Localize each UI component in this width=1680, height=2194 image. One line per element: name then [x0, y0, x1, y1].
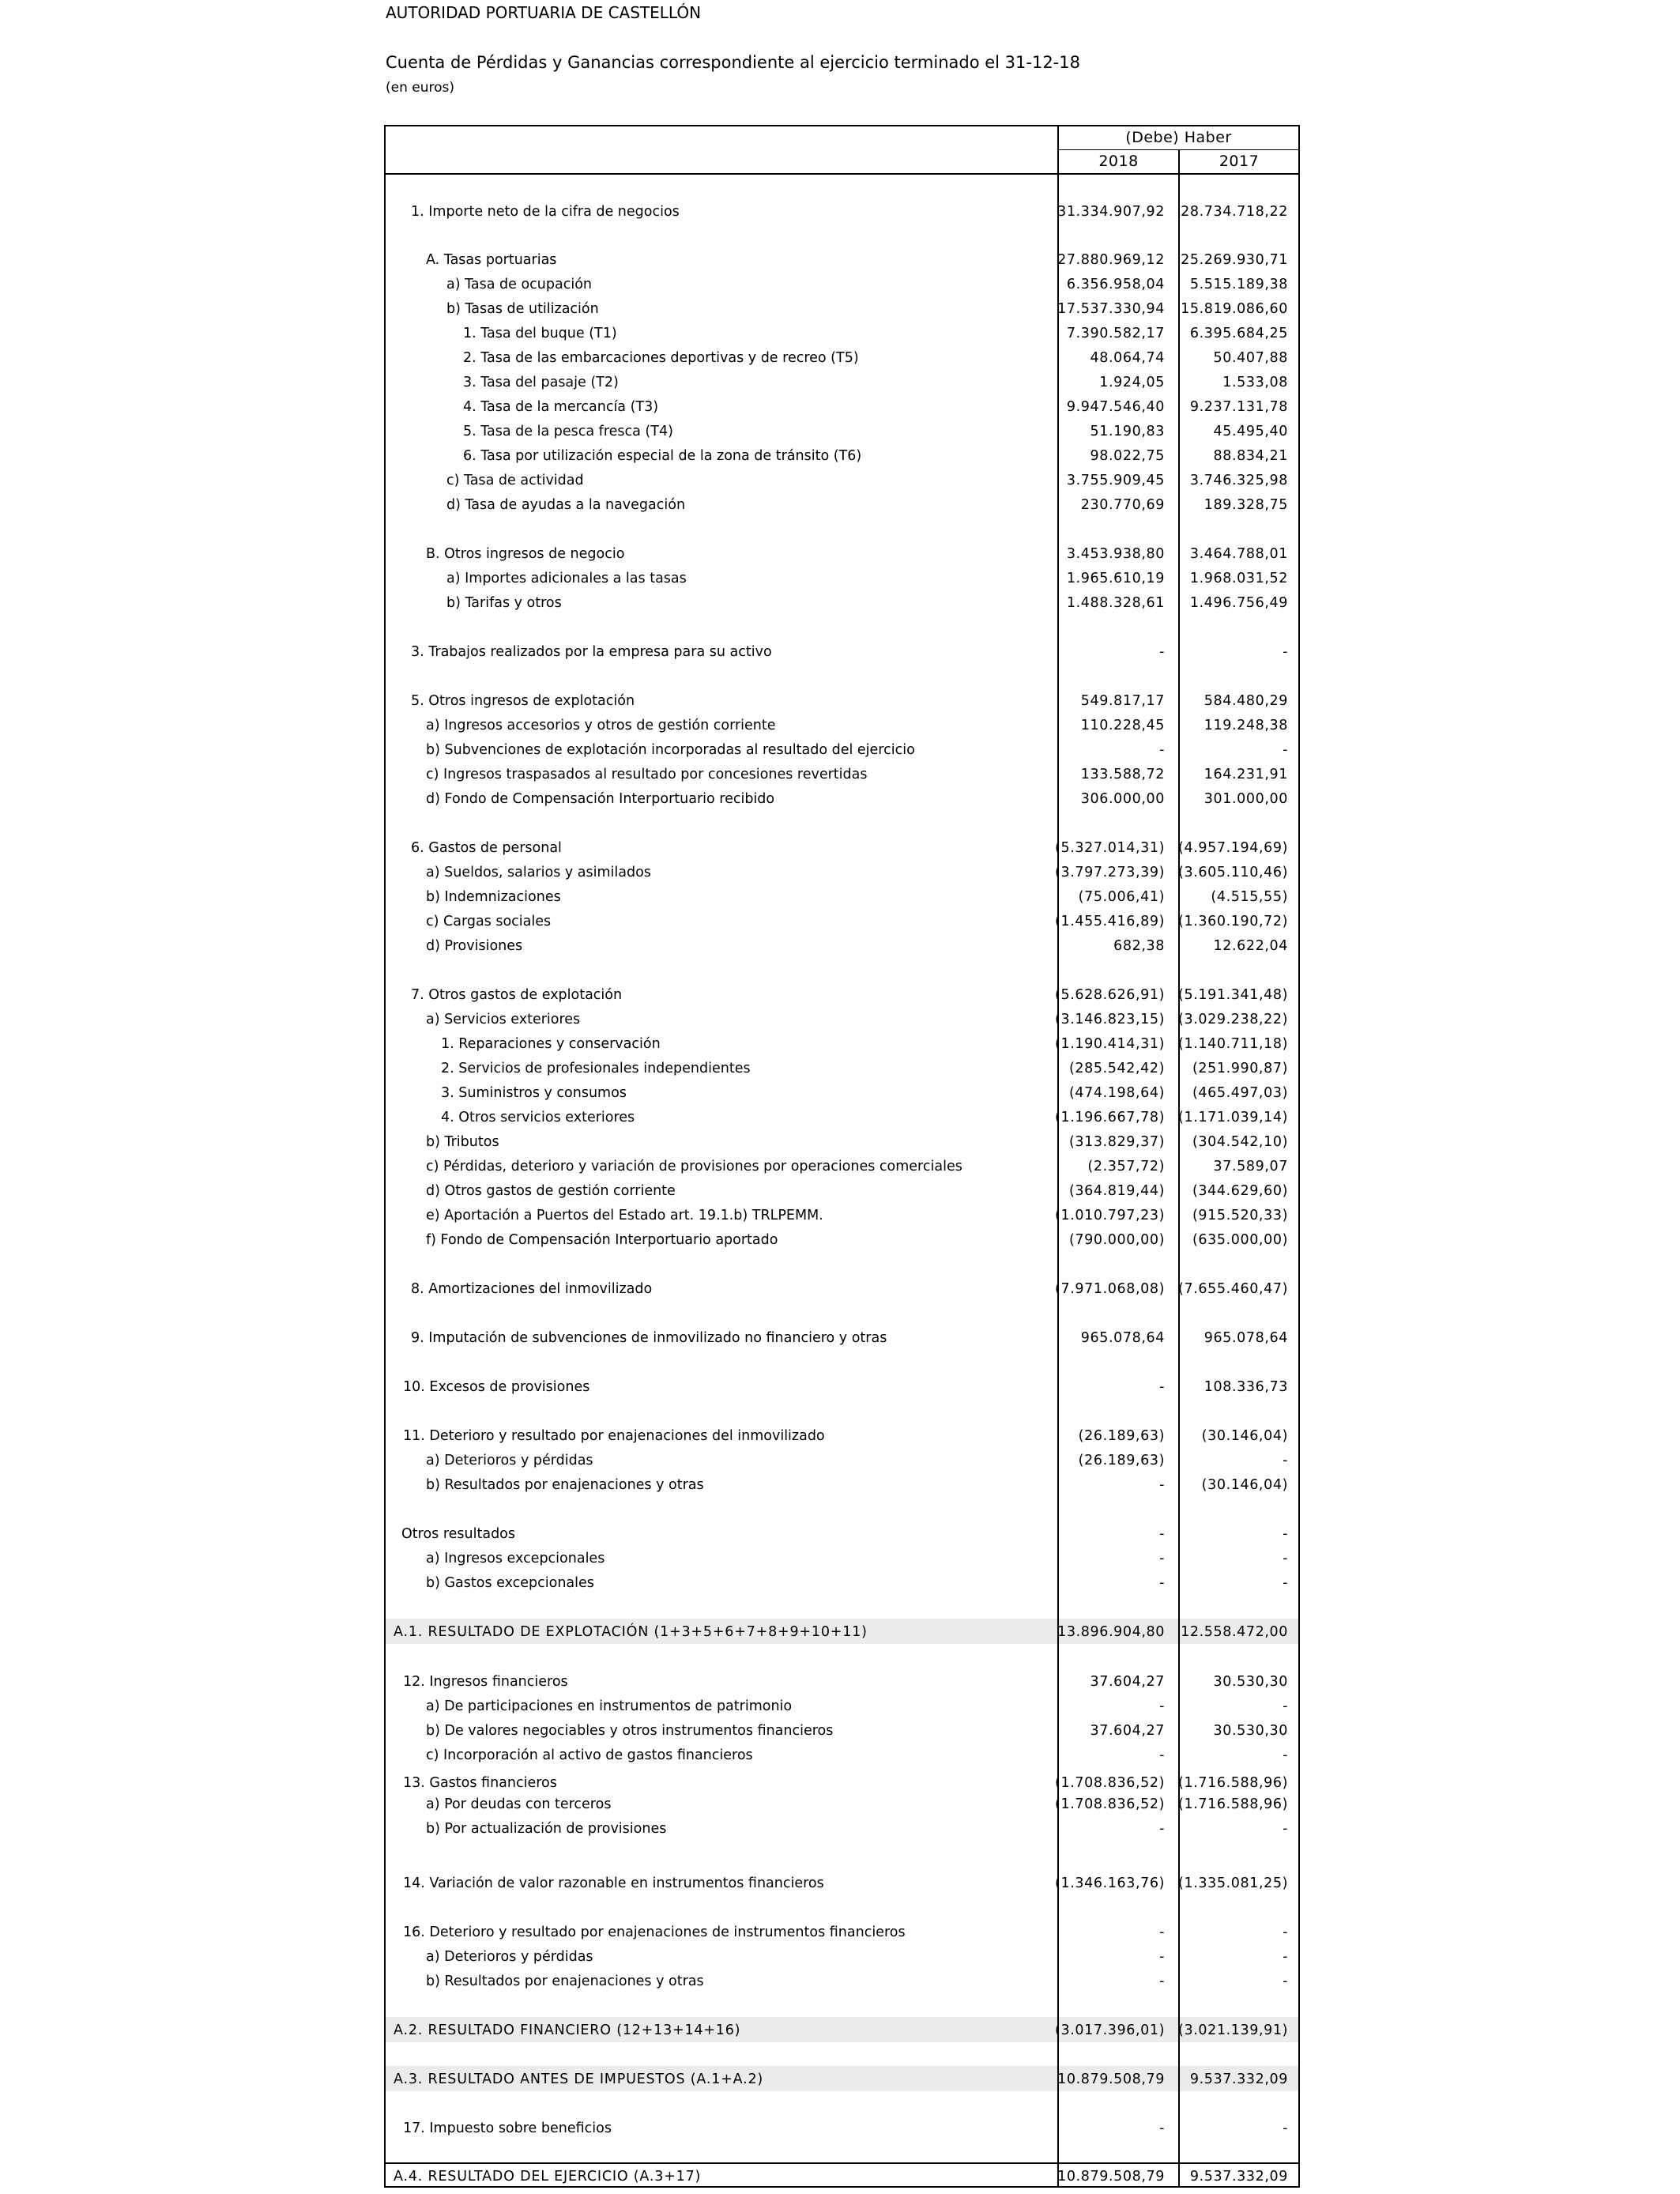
row-label: 1. Tasa del buque (T1)	[463, 326, 617, 341]
row-label: d) Fondo de Compensación Interportuario recibido	[426, 791, 775, 807]
row-label: c) Ingresos traspasados al resultado por concesiones revertidas	[426, 767, 868, 782]
value-2017: 1.533,08	[1222, 375, 1288, 390]
value-2018: -	[1159, 1379, 1165, 1395]
row-label: b) Resultados por enajenaciones y otras	[426, 1973, 704, 1989]
row-label: B. Otros ingresos de negocio	[426, 546, 625, 562]
row-label: 13. Gastos financieros	[403, 1775, 557, 1791]
row-label: 10. Excesos de provisiones	[403, 1379, 590, 1395]
value-2017: -	[1283, 1526, 1288, 1542]
value-2017: 3.746.325,98	[1189, 473, 1288, 488]
value-2018: 1.965.610,19	[1066, 571, 1165, 586]
value-2017: 965.078,64	[1203, 1330, 1288, 1346]
value-2017: 88.834,21	[1213, 448, 1288, 464]
value-2017: 30.530,30	[1213, 1674, 1288, 1690]
row-label: b) Tarifas y otros	[446, 595, 562, 611]
value-2018: 1.488.328,61	[1066, 595, 1165, 611]
row-label: 2. Tasa de las embarcaciones deportivas y de recreo (T5)	[463, 350, 859, 366]
value-2017: (635.000,00)	[1192, 1232, 1288, 1248]
value-2018: (474.198,64)	[1068, 1085, 1165, 1101]
statement-title: Cuenta de Pérdidas y Ganancias correspondiente al ejercicio terminado el 31-12-18	[386, 53, 1080, 72]
value-2018: 6.356.958,04	[1066, 277, 1165, 292]
row-label: d) Otros gastos de gestión corriente	[426, 1183, 676, 1199]
value-2018: (3.146.823,15)	[1055, 1012, 1165, 1027]
value-2018: (3.017.396,01)	[1055, 2022, 1165, 2038]
value-2018: 1.924,05	[1099, 375, 1165, 390]
value-2017: 164.231,91	[1203, 767, 1288, 782]
value-2017: (5.191.341,48)	[1178, 987, 1288, 1003]
value-2017: 37.589,07	[1213, 1159, 1288, 1174]
row-label: 14. Variación de valor razonable en instrumentos financieros	[403, 1875, 824, 1891]
row-label: b) De valores negociables y otros instrumentos financieros	[426, 1723, 834, 1739]
value-2017: -	[1283, 1453, 1288, 1468]
units-note: (en euros)	[386, 80, 455, 96]
row-label: A. Tasas portuarias	[426, 252, 557, 268]
row-label: 12. Ingresos financieros	[403, 1674, 568, 1690]
value-2018: 37.604,27	[1090, 1723, 1165, 1739]
row-label: b) Gastos excepcionales	[426, 1575, 594, 1591]
value-2017: (1.140.711,18)	[1178, 1036, 1288, 1052]
value-2018: 110.228,45	[1080, 718, 1165, 733]
row-label: c) Pérdidas, deterioro y variación de provisiones por operaciones comerciales	[426, 1159, 962, 1174]
value-2017: 9.237.131,78	[1189, 399, 1288, 415]
row-label: 9. Imputación de subvenciones de inmovilizado no financiero y otras	[411, 1330, 887, 1346]
value-2018: 98.022,75	[1090, 448, 1165, 464]
row-label: a) Deterioros y pérdidas	[426, 1949, 593, 1965]
row-label: a) Sueldos, salarios y asimilados	[426, 865, 651, 880]
value-2017: -	[1283, 1949, 1288, 1965]
value-2017: (30.146,04)	[1201, 1477, 1288, 1493]
row-label: 4. Otros servicios exteriores	[441, 1110, 635, 1125]
value-2018: 27.880.969,12	[1057, 252, 1165, 268]
value-2018: 3.453.938,80	[1066, 546, 1165, 562]
header-divider	[384, 173, 1300, 175]
value-2018: (75.006,41)	[1078, 889, 1165, 905]
row-label: c) Cargas sociales	[426, 914, 552, 929]
value-2017: (1.716.588,96)	[1178, 1775, 1288, 1791]
row-label: 2. Servicios de profesionales independientes	[441, 1061, 751, 1076]
value-2018: 230.770,69	[1080, 497, 1165, 513]
row-label: b) Resultados por enajenaciones y otras	[426, 1477, 704, 1493]
value-2018: -	[1159, 742, 1165, 758]
value-2018: -	[1159, 644, 1165, 660]
row-label: e) Aportación a Puertos del Estado art. 19.1.b) TRLPEMM.	[426, 1208, 823, 1223]
value-2018: 7.390.582,17	[1066, 326, 1165, 341]
value-2018: (1.346.163,76)	[1055, 1875, 1165, 1891]
value-2017: -	[1283, 1575, 1288, 1591]
row-label: b) Indemnizaciones	[426, 889, 561, 905]
value-2017: (465.497,03)	[1192, 1085, 1288, 1101]
value-2018: -	[1159, 1924, 1165, 1940]
row-label: a) Importes adicionales a las tasas	[446, 571, 687, 586]
row-label: 5. Otros ingresos de explotación	[411, 693, 635, 709]
value-2017: 45.495,40	[1213, 424, 1288, 439]
value-2017: (3.021.139,91)	[1178, 2022, 1288, 2038]
value-2017: (7.655.460,47)	[1178, 1281, 1288, 1297]
row-label: 8. Amortizaciones del inmovilizado	[411, 1281, 653, 1297]
row-label: 1. Importe neto de la cifra de negocios	[411, 204, 680, 220]
column-header-2017: 2017	[1219, 153, 1260, 170]
value-2018: 51.190,83	[1090, 424, 1165, 439]
value-2017: -	[1283, 2120, 1288, 2136]
value-2018: -	[1159, 1973, 1165, 1989]
organization-name: AUTORIDAD PORTUARIA DE CASTELLÓN	[386, 3, 702, 22]
value-2017: (4.957.194,69)	[1178, 840, 1288, 856]
row-label: c) Incorporación al activo de gastos financieros	[426, 1747, 753, 1763]
row-label: f) Fondo de Compensación Interportuario aportado	[426, 1232, 778, 1248]
value-2017: 12.622,04	[1213, 938, 1288, 954]
value-2018: -	[1159, 1821, 1165, 1837]
value-2018: 10.879.508,79	[1057, 2169, 1165, 2185]
value-2018: (790.000,00)	[1068, 1232, 1165, 1248]
row-label: a) Ingresos accesorios y otros de gestión corriente	[426, 718, 776, 733]
value-2017: (30.146,04)	[1201, 1428, 1288, 1444]
row-label: 4. Tasa de la mercancía (T3)	[463, 399, 659, 415]
row-label: a) Servicios exteriores	[426, 1012, 581, 1027]
value-2017: -	[1283, 1924, 1288, 1940]
value-2018: (1.010.797,23)	[1055, 1208, 1165, 1223]
value-2017: (1.171.039,14)	[1178, 1110, 1288, 1125]
value-2018: (313.829,37)	[1068, 1134, 1165, 1150]
value-2017: 30.530,30	[1213, 1723, 1288, 1739]
value-2018: 13.896.904,80	[1057, 1624, 1165, 1640]
value-2017: 9.537.332,09	[1189, 2169, 1288, 2185]
value-2018: 3.755.909,45	[1066, 473, 1165, 488]
value-2018: (1.455.416,89)	[1055, 914, 1165, 929]
column-group-header: (Debe) Haber	[1125, 129, 1232, 146]
row-label: a) Deterioros y pérdidas	[426, 1453, 593, 1468]
row-label: A.3. RESULTADO ANTES DE IMPUESTOS (A.1+A.2)	[394, 2071, 764, 2087]
value-2017: 3.464.788,01	[1189, 546, 1288, 562]
value-2017: 108.336,73	[1203, 1379, 1288, 1395]
value-2017: (1.360.190,72)	[1178, 914, 1288, 929]
value-2017: -	[1283, 742, 1288, 758]
value-2017: 28.734.718,22	[1181, 204, 1288, 220]
value-2017: -	[1283, 1551, 1288, 1566]
value-2018: 48.064,74	[1090, 350, 1165, 366]
value-2017: -	[1283, 1747, 1288, 1763]
value-2018: -	[1159, 1698, 1165, 1714]
value-2018: (364.819,44)	[1068, 1183, 1165, 1199]
value-2018: -	[1159, 1526, 1165, 1542]
value-2018: 306.000,00	[1080, 791, 1165, 807]
row-label: 16. Deterioro y resultado por enajenaciones de instrumentos financieros	[403, 1924, 906, 1940]
row-label: 3. Suministros y consumos	[441, 1085, 627, 1101]
value-2017: 5.515.189,38	[1189, 277, 1288, 292]
row-label: a) Ingresos excepcionales	[426, 1551, 605, 1566]
value-2017: (304.542,10)	[1192, 1134, 1288, 1150]
row-label: A.1. RESULTADO DE EXPLOTACIÓN (1+3+5+6+7+8+9+10+11)	[394, 1624, 868, 1640]
value-2018: -	[1159, 1949, 1165, 1965]
value-2018: -	[1159, 1747, 1165, 1763]
value-2018: 965.078,64	[1080, 1330, 1165, 1346]
value-2017: 12.558.472,00	[1181, 1624, 1288, 1640]
value-2017: 189.328,75	[1203, 497, 1288, 513]
row-label: a) De participaciones en instrumentos de patrimonio	[426, 1698, 793, 1714]
row-label: 6. Gastos de personal	[411, 840, 562, 856]
value-2017: 9.537.332,09	[1189, 2071, 1288, 2087]
row-label: 11. Deterioro y resultado por enajenaciones del inmovilizado	[403, 1428, 825, 1444]
row-label: 3. Tasa del pasaje (T2)	[463, 375, 619, 390]
value-2018: (26.189,63)	[1078, 1428, 1165, 1444]
row-label: 7. Otros gastos de explotación	[411, 987, 623, 1003]
row-label: b) Por actualización de provisiones	[426, 1821, 667, 1837]
row-label: 5. Tasa de la pesca fresca (T4)	[463, 424, 673, 439]
value-2017: -	[1283, 644, 1288, 660]
value-2018: (1.196.667,78)	[1055, 1110, 1165, 1125]
value-2017: (1.335.081,25)	[1178, 1875, 1288, 1891]
value-2017: 1.496.756,49	[1189, 595, 1288, 611]
value-2017: 6.395.684,25	[1189, 326, 1288, 341]
column-header-2018: 2018	[1098, 153, 1139, 170]
value-2017: -	[1283, 1698, 1288, 1714]
value-2018: -	[1159, 1551, 1165, 1566]
value-2017: (3.029.238,22)	[1178, 1012, 1288, 1027]
value-2018: (5.628.626,91)	[1055, 987, 1165, 1003]
row-label: 6. Tasa por utilización especial de la zona de tránsito (T6)	[463, 448, 862, 464]
row-label: A.4. RESULTADO DEL EJERCICIO (A.3+17)	[394, 2169, 702, 2185]
row-label: b) Tributos	[426, 1134, 499, 1150]
value-2017: (3.605.110,46)	[1178, 865, 1288, 880]
value-2017: 50.407,88	[1213, 350, 1288, 366]
value-2018: (285.542,42)	[1068, 1061, 1165, 1076]
value-2017: (344.629,60)	[1192, 1183, 1288, 1199]
value-2018: -	[1159, 1477, 1165, 1493]
row-label: b) Tasas de utilización	[446, 301, 599, 317]
value-2018: (2.357,72)	[1087, 1159, 1165, 1174]
row-label: b) Subvenciones de explotación incorporadas al resultado del ejercicio	[426, 742, 915, 758]
row-label: d) Tasa de ayudas a la navegación	[446, 497, 686, 513]
row-label: 17. Impuesto sobre beneficios	[403, 2120, 612, 2136]
value-2018: (5.327.014,31)	[1055, 840, 1165, 856]
value-2017: -	[1283, 1973, 1288, 1989]
value-2017: 584.480,29	[1203, 693, 1288, 709]
row-label: a) Tasa de ocupación	[446, 277, 593, 292]
value-2018: (1.708.836,52)	[1055, 1796, 1165, 1812]
value-2018: (1.708.836,52)	[1055, 1775, 1165, 1791]
row-label: Otros resultados	[401, 1526, 515, 1542]
value-2018: -	[1159, 2120, 1165, 2136]
value-2018: 682,38	[1113, 938, 1165, 954]
value-2018: 9.947.546,40	[1066, 399, 1165, 415]
value-2018: 17.537.330,94	[1057, 301, 1165, 317]
value-2018: (1.190.414,31)	[1055, 1036, 1165, 1052]
row-label: 1. Reparaciones y conservación	[441, 1036, 661, 1052]
total-row-divider	[384, 2162, 1300, 2164]
row-label: A.2. RESULTADO FINANCIERO (12+13+14+16)	[394, 2022, 741, 2038]
row-label: 3. Trabajos realizados por la empresa para su activo	[411, 644, 772, 660]
row-label: a) Por deudas con terceros	[426, 1796, 612, 1812]
value-2017: (251.990,87)	[1192, 1061, 1288, 1076]
value-2017: 1.968.031,52	[1189, 571, 1288, 586]
value-2018: 549.817,17	[1080, 693, 1165, 709]
row-label: c) Tasa de actividad	[446, 473, 584, 488]
value-2018: (3.797.273,39)	[1055, 865, 1165, 880]
value-2017: (1.716.588,96)	[1178, 1796, 1288, 1812]
value-2018: (26.189,63)	[1078, 1453, 1165, 1468]
value-2017: 119.248,38	[1203, 718, 1288, 733]
value-2017: 15.819.086,60	[1181, 301, 1288, 317]
value-2018: 133.588,72	[1080, 767, 1165, 782]
value-2018: -	[1159, 1575, 1165, 1591]
value-2017: (4.515,55)	[1211, 889, 1288, 905]
value-2017: 25.269.930,71	[1181, 252, 1288, 268]
value-2018: 37.604,27	[1090, 1674, 1165, 1690]
row-label: d) Provisiones	[426, 938, 523, 954]
value-2017: (915.520,33)	[1192, 1208, 1288, 1223]
value-2018: 31.334.907,92	[1057, 204, 1165, 220]
value-2017: -	[1283, 1821, 1288, 1837]
value-2018: (7.971.068,08)	[1055, 1281, 1165, 1297]
value-2018: 10.879.508,79	[1057, 2071, 1165, 2087]
value-2017: 301.000,00	[1203, 791, 1288, 807]
